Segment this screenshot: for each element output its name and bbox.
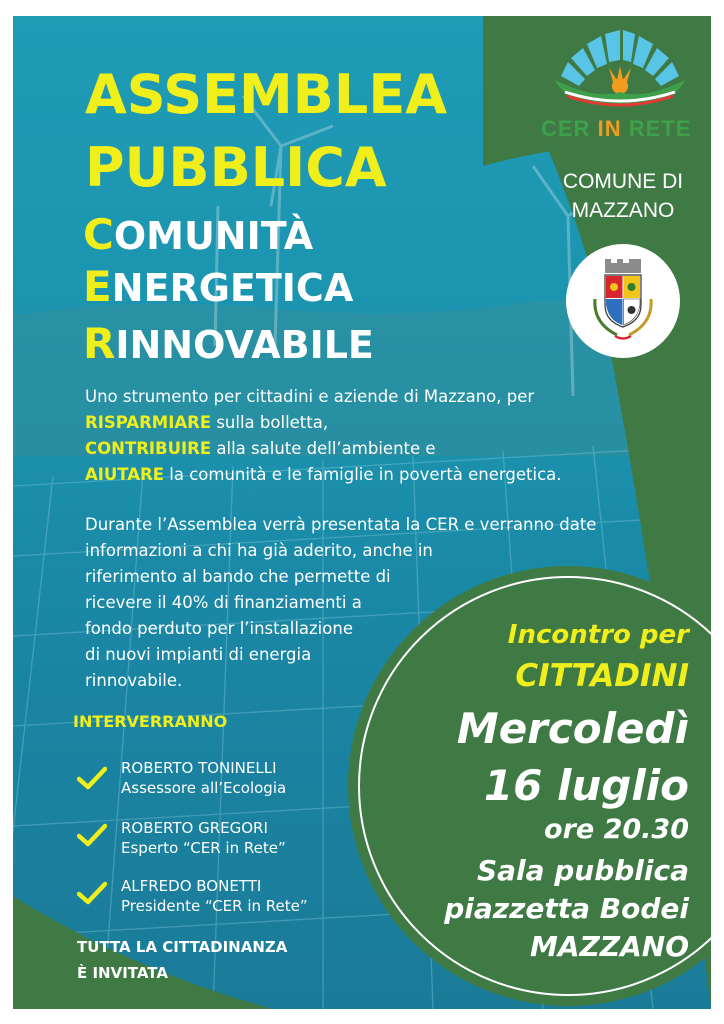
title-line-2: PUBBLICA — [85, 136, 387, 199]
intro-item — [85, 436, 645, 462]
speakers-heading: INTERVERRANNO — [73, 712, 228, 731]
speaker-name: ROBERTO GREGORI — [121, 819, 268, 837]
description-line: rinnovabile. — [85, 671, 183, 690]
intro-item — [85, 462, 645, 488]
speaker-role: Assessore all’Ecologia — [121, 779, 287, 797]
comune-label — [548, 167, 698, 225]
description-line: ricevere il 40% di finanziamenti a — [85, 593, 362, 612]
cer-in-rete-logo-text — [541, 116, 691, 142]
invite-text — [77, 934, 287, 986]
speaker-name: ALFREDO BONETTI — [121, 877, 262, 895]
acronym-line-c — [83, 210, 314, 259]
speaker-name: ROBERTO TONINELLI — [121, 759, 277, 777]
acronym-initial: R — [83, 319, 116, 368]
comune-line: MAZZANO — [571, 199, 675, 222]
speaker-role: Presidente “CER in Rete” — [121, 897, 308, 915]
checkmark-icon — [77, 766, 107, 790]
intro-keyword: AIUTARE — [85, 465, 165, 484]
logo-part: RETE — [628, 116, 692, 141]
event-audience: CITTADINI — [515, 658, 689, 694]
acronym-rest: INNOVABILE — [115, 323, 374, 367]
acronym-rest: NERGETICA — [111, 266, 354, 310]
comune-line: COMUNE DI — [562, 170, 684, 193]
title-line-1: ASSEMBLEA — [85, 63, 448, 126]
acronym-line-r — [83, 319, 374, 368]
intro-line: Uno strumento per cittadini e aziende di Mazzano, per — [85, 387, 535, 406]
description-line: riferimento al bando che permette di — [85, 567, 391, 586]
speaker-1 — [121, 758, 286, 798]
description-line: di nuovi impianti di energia — [85, 645, 312, 664]
event-time: ore 20.30 — [544, 814, 689, 845]
event-date: 16 luglio — [483, 761, 689, 810]
intro-text: sulla bolletta, — [211, 413, 329, 432]
checkmark-icon — [77, 881, 107, 905]
invite-line: È INVITATA — [77, 964, 168, 982]
checkmark-icon — [77, 823, 107, 847]
invite-line: TUTTA LA CITTADINANZA — [77, 938, 288, 956]
acronym-initial: C — [83, 210, 114, 259]
event-place-1: Sala pubblica — [476, 854, 689, 887]
event-day: Mercoledì — [456, 704, 689, 753]
intro-keyword: RISPARMIARE — [85, 413, 212, 432]
speaker-3 — [121, 876, 308, 916]
description-line: fondo perduto per l’installazione — [85, 619, 353, 638]
logo-part: CER — [541, 116, 591, 141]
coat-of-arms-icon — [565, 243, 681, 359]
intro-paragraph — [85, 384, 645, 488]
intro-text: la comunità e le famiglie in povertà energetica. — [164, 465, 562, 484]
acronym-initial: E — [83, 262, 112, 311]
event-intro: Incontro per — [507, 620, 689, 650]
intro-keyword: CONTRIBUIRE — [85, 439, 212, 458]
description-line: Durante l’Assemblea verrà presentata la CER e verranno date — [85, 515, 597, 534]
logo-part: IN — [597, 116, 622, 141]
cer-in-rete-logo-icon — [535, 22, 705, 114]
intro-item — [85, 410, 645, 436]
acronym-rest: OMUNITÀ — [113, 214, 314, 258]
poster — [13, 16, 711, 1009]
event-place-2: piazzetta Bodei — [444, 892, 689, 925]
speaker-2 — [121, 818, 286, 858]
speaker-role: Esperto “CER in Rete” — [121, 839, 286, 857]
acronym-line-e — [83, 262, 354, 311]
event-city: MAZZANO — [529, 930, 689, 963]
description-line: informazioni a chi ha già aderito, anche in — [85, 541, 433, 560]
intro-text: alla salute dell’ambiente e — [211, 439, 436, 458]
